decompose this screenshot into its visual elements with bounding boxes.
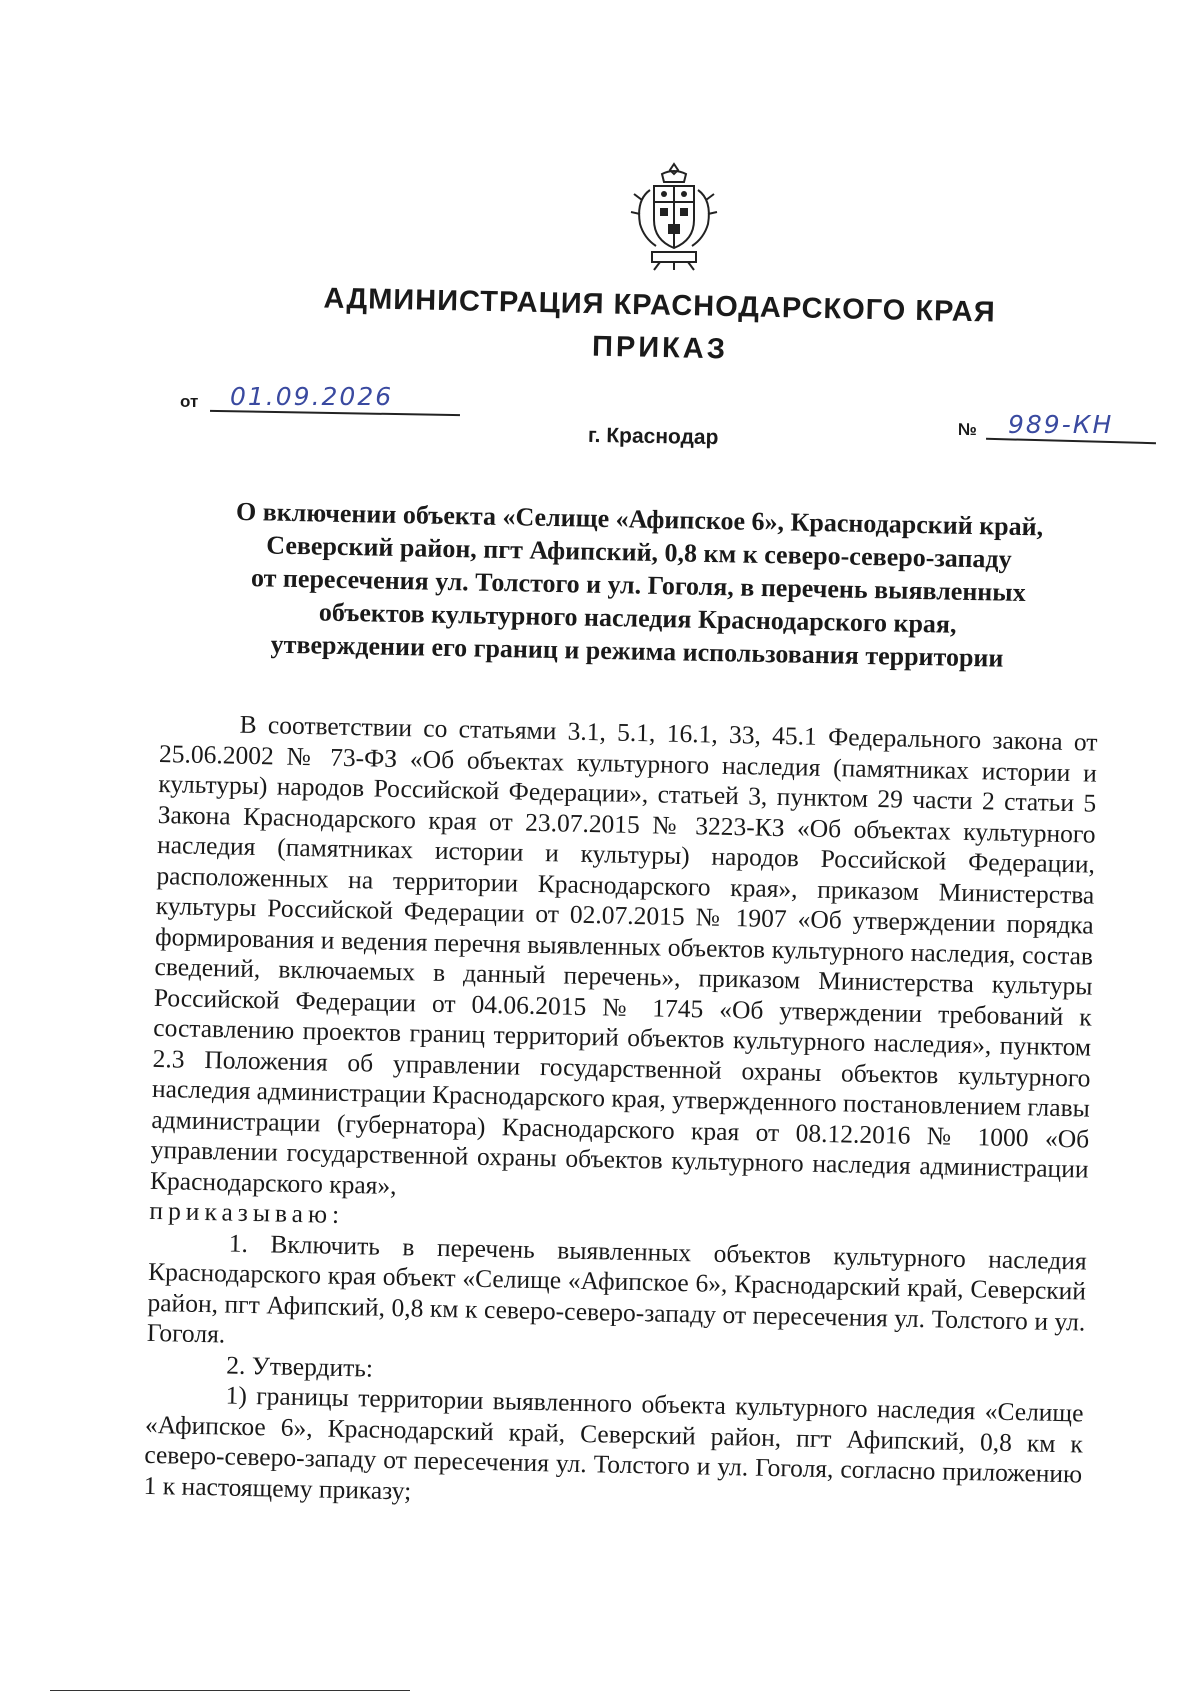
subject-line: от пересечения ул. Толстого и ул. Гоголя, в перечень выявленных (250, 563, 1026, 608)
number-value: 989-КН (1008, 410, 1114, 439)
organization-title: АДМИНИСТРАЦИЯ КРАСНОДАРСКОГО КРАЯ (323, 282, 996, 329)
item-2-1-paragraph: 1) границы территории выявленного объекта культурного наследия «Селище «Афипское 6», Краснодарский край, Северский район, пгт Афипский, 0,8 км к северо-северо-западу от пересечения ул. Толстого и ул. Гоголя, согласно приложению 1 к настоящему приказу; (143, 1380, 1084, 1505)
coat-of-arms-icon (628, 160, 720, 272)
subject-line: Северский район, пгт Афипский, 0,8 км к северо-северо-западу (266, 530, 1012, 574)
date-value: 01.09.2026 (230, 382, 394, 411)
footer-divider (50, 1690, 410, 1691)
number-field (958, 412, 1158, 452)
item-1-paragraph: 1. Включить в перечень выявленных объектов культурного наследия Краснодарского края объект «Селище «Афипское 6», Краснодарский край, Северский район, пгт Афипский, 0,8 км к северо-северо-западу от пересечения ул. Толстого и ул. Гоголя. (146, 1228, 1087, 1349)
preamble-paragraph: В соответствии со статьями 3.1, 5.1, 16.1, 33, 45.1 Федерального закона от 25.06.2002 № 73-ФЗ «Об объектах культурного наследия (памятниках истории и культуры) народов Российской Федерации», статьей 3, пунктом 29 части 2 статьи 5 Закона Краснодарского края от 23.07.2015 № 3223-КЗ «Об объектах культурного наследия (памятниках истории и культуры) народов Российской Федерации, расположенных на территории Краснодарского края», приказом Министерства культуры Российской Федерации от 02.07.2015 № 1907 «Об утверждении порядка формирования и ведения перечня выявленных объектов культурного наследия, состав сведений, включаемых в данный перечень», приказом Министерства культуры Российской Федерации от 04.06.2015 № 1745 «Об утверждении требований к составлению проектов границ территорий объектов культурного наследия», пунктом 2.3 Положения об управлении государственной охраны объектов культурного наследия администрации Краснодарского края, утвержденного постановлением главы администрации (губернатора) Краснодарского края от 08.12.2016 № 1000 «Об управлении государственной охраны объектов культурного наследия администрации Краснодарского края», (149, 709, 1098, 1200)
document-subject (187, 494, 1090, 676)
item-2-paragraph: 2. Утвердить: (225, 1350, 374, 1383)
date-label: от (180, 392, 199, 411)
order-word: приказываю: (149, 1195, 345, 1229)
document-body (143, 708, 1097, 1520)
subject-line: объектов культурного наследия Краснодарского края, (318, 597, 957, 639)
date-field (180, 382, 480, 428)
number-label: № (958, 420, 977, 439)
city-label: г. Краснодар (587, 423, 719, 450)
document-type: ПРИКАЗ (591, 330, 729, 366)
subject-line: О включении объекта «Селище «Афипское 6», Краснодарский край, (235, 496, 1044, 542)
subject-line: утверждении его границ и режима использования территории (270, 629, 1004, 673)
